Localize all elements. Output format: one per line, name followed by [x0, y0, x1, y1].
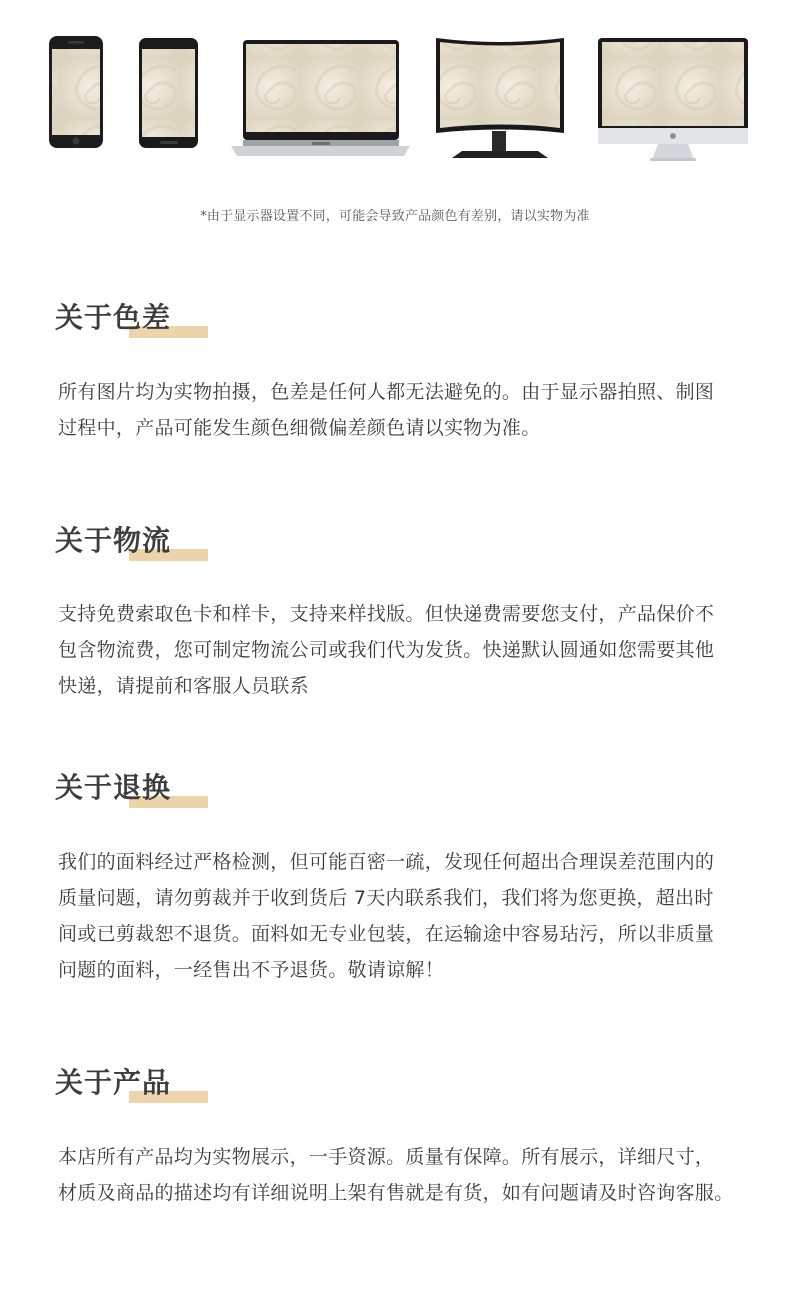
body-line: 包含物流费，您可制定物流公司或我们代为发货。快递默认圆通如您需要其他 [58, 639, 715, 661]
body-line: 支持免费索取色卡和样卡，支持来样找版。但快递费需要您支付，产品保价不 [58, 603, 715, 625]
laptop-device [231, 40, 410, 156]
section-title [55, 300, 215, 346]
curved-monitor-device [436, 38, 564, 158]
section-heading: 关于退换 [55, 771, 172, 804]
imac-device [598, 38, 748, 161]
section-body [58, 374, 758, 446]
body-line: 材质及商品的描述均有详细说明上架有售就是有货，如有问题请及时咨询客服。 [58, 1182, 734, 1204]
color-disclaimer: *由于显示器设置不同，可能会导致产品颜色有差别，请以实物为准 [200, 209, 590, 224]
body-line: 快递，请提前和客服人员联系 [58, 675, 309, 697]
section-body [58, 844, 758, 988]
body-line: 问题的面料，一经售出不予退货。敬请谅解！ [58, 959, 445, 981]
section-heading: 关于物流 [55, 524, 172, 557]
devices-illustration [0, 0, 790, 190]
phone-front-device [49, 36, 103, 148]
section-heading: 关于产品 [55, 1066, 172, 1099]
section-title [55, 770, 215, 816]
section-heading: 关于色差 [55, 301, 172, 334]
section-body [58, 596, 758, 704]
body-line: 质量问题，请勿剪裁并于收到货后 7天内联系我们，我们将为您更换，超出时 [58, 887, 714, 909]
section-title [55, 1065, 215, 1111]
phone-side-device [139, 38, 198, 148]
body-line: 本店所有产品均为实物展示，一手资源。质量有保障。所有展示，详细尺寸， [58, 1146, 715, 1168]
body-line: 我们的面料经过严格检测，但可能百密一疏，发现任何超出合理误差范围内的 [58, 851, 715, 873]
body-line: 间或已剪裁恕不退货。面料如无专业包装，在运输途中容易玷污，所以非质量 [58, 923, 715, 945]
section-title [55, 523, 215, 569]
body-line: 所有图片均为实物拍摄，色差是任何人都无法避免的。由于显示器拍照、制图 [58, 381, 715, 403]
device-showcase [0, 0, 790, 190]
body-line: 过程中，产品可能发生颜色细微偏差颜色请以实物为准。 [58, 417, 541, 439]
section-body [58, 1139, 758, 1211]
